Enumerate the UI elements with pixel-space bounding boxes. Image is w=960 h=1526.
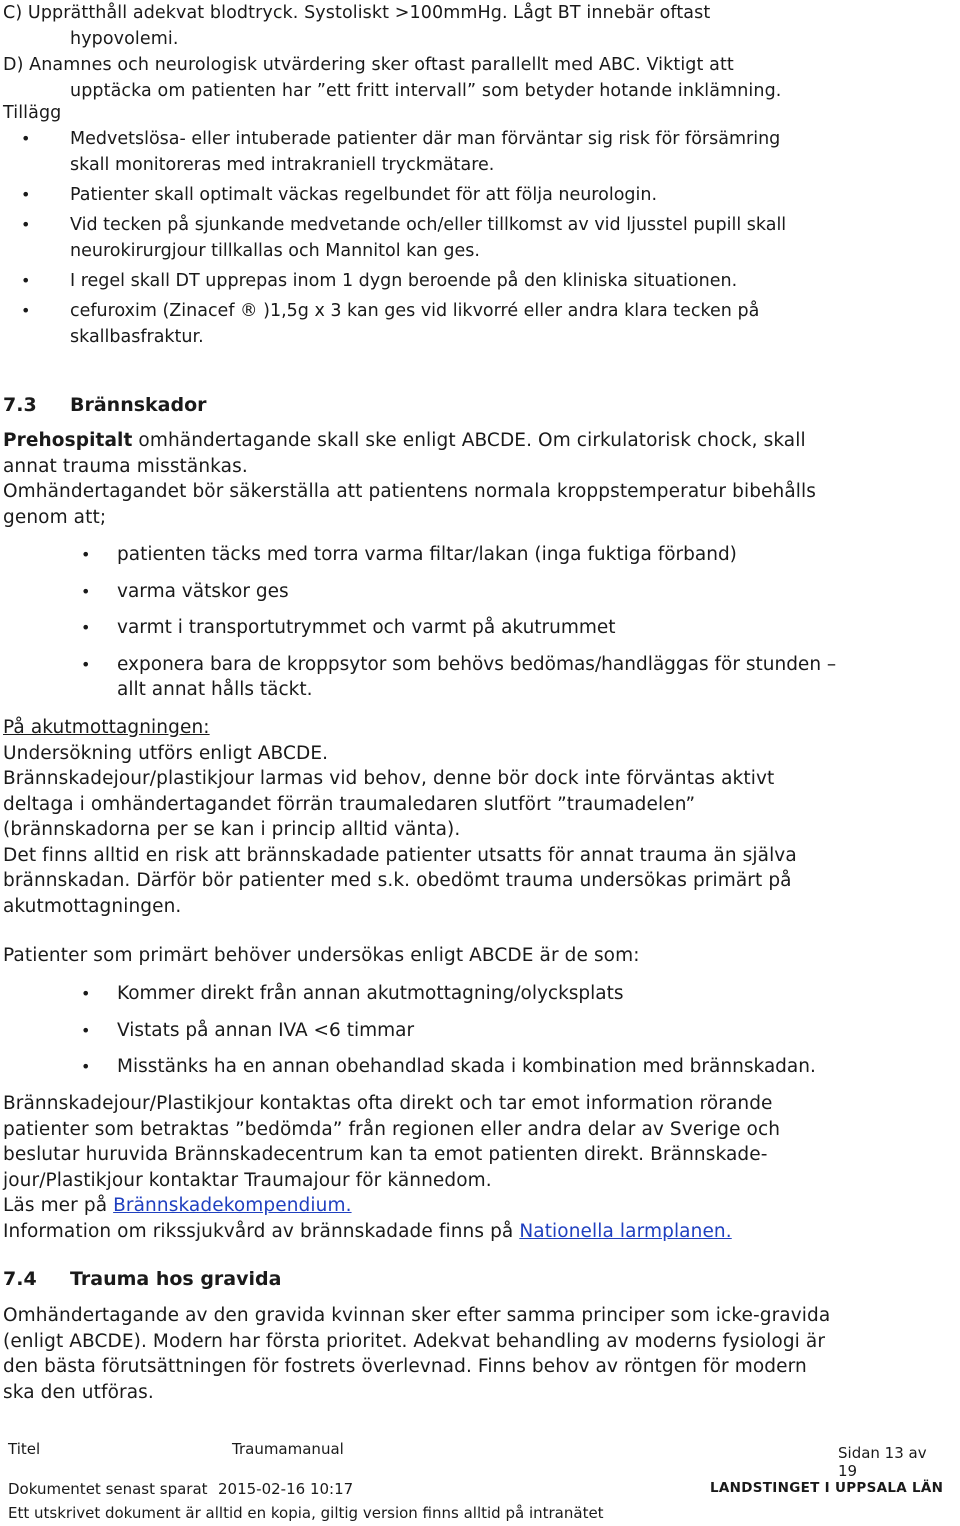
bullet-icon: • (81, 1020, 91, 1040)
akut-heading: På akutmottagningen: (3, 717, 210, 738)
footer-title-label: Titel (8, 1440, 41, 1458)
tillagg-item: • Medvetslösa- eller intuberade patienter där man förväntar sig risk för försämring skall monitoreras med intrakraniell tryckmätare. (3, 126, 953, 178)
section-73-heading: 7.3 Brännskador (3, 394, 207, 416)
bullet-icon: • (21, 271, 31, 290)
prehosp-line2: annat trauma misstänkas. (3, 455, 248, 477)
bullet-icon: • (81, 545, 91, 564)
care-item: • exponera bara de kroppsytor som behövs bedömas/handläggas för stunden – allt annat hålls täckt. (81, 653, 837, 700)
care-item: • varmt i transportutrymmet och varmt på akutrummet (3, 615, 953, 641)
footer-org: LANDSTINGET I UPPSALA LÄN (710, 1480, 944, 1496)
abcde-item: • Kommer direkt från annan akutmottagning/olycksplats (3, 981, 953, 1007)
tillagg-item: • I regel skall DT upprepas inom 1 dygn beroende på den kliniska situationen. (3, 268, 953, 294)
bullet-icon: • (81, 1057, 91, 1076)
contact-line: patienter som betraktas ”bedömda” från regionen eller andra delar av Sverige och (3, 1118, 781, 1140)
info-line: Information om rikssjukvård av brännskadade finns på Nationella larmplanen. (3, 1220, 732, 1242)
nationella-larmplanen-link[interactable]: Nationella larmplanen. (519, 1220, 732, 1242)
bullet-icon: • (21, 185, 31, 204)
bullet-icon: • (21, 301, 31, 320)
tillagg-item: • Patienter skall optimalt väckas regelbundet för att följa neurologin. (3, 182, 953, 208)
care-line2: genom att; (3, 506, 107, 528)
abcde-item: • Vistats på annan IVA <6 timmar (3, 1018, 953, 1044)
akut-line: Det finns alltid en risk att brännskadade patienter utsatts för annat trauma än själva (3, 844, 797, 866)
footer-disclaimer: Ett utskrivet dokument är alltid en kopia, giltig version finns alltid på intranätet (8, 1504, 604, 1522)
bullet-icon: • (21, 129, 31, 148)
contact-line: jour/Plastikjour kontaktar Traumajour för kännedom. (3, 1169, 492, 1191)
akut-line: brännskadan. Därför bör patienter med s.k. obedömt trauma undersökas primärt på (3, 870, 792, 891)
bullet-icon: • (81, 581, 91, 601)
care-list (3, 542, 953, 703)
akut-line: akutmottagningen. (3, 895, 182, 917)
brannskadekompendium-link[interactable]: Brännskadekompendium. (113, 1195, 352, 1216)
footer-page-line1: Sidan 13 av (838, 1444, 927, 1462)
gravida-line: (enligt ABCDE). Modern har första prioritet. Adekvat behandling av moderns fysiologi är (3, 1330, 826, 1352)
gravida-line: Omhändertagande av den gravida kvinnan sker efter samma principer som icke-gravida (3, 1305, 831, 1326)
akut-line: Brännskadejour/plastikjour larmas vid behov, denne bör dock inte förväntas aktivt (3, 768, 775, 789)
care-line1: Omhändertagandet bör säkerställa att patientens normala kroppstemperatur bibehålls (3, 481, 817, 502)
gravida-line: ska den utföras. (3, 1381, 154, 1403)
tillagg-list (3, 126, 953, 350)
care-item: • patienten täcks med torra varma filtar/lakan (inga fuktiga förband) (3, 542, 953, 568)
akut-line: deltaga i omhändertagandet förrän traumaledaren slutfört ”traumadelen” (3, 793, 696, 815)
bullet-icon: • (21, 215, 31, 234)
bullet-icon: • (81, 984, 91, 1003)
abcde-list (3, 981, 953, 1080)
abcde-item: • Misstänks ha en annan obehandlad skada i kombination med brännskadan. (3, 1054, 953, 1080)
item-d-line1: D) Anamnes och neurologisk utvärdering sker oftast parallellt med ABC. Viktigt att (3, 55, 734, 75)
section-74-heading: 7.4 Trauma hos gravida (3, 1268, 282, 1290)
gravida-line: den bästa förutsättningen för fostrets överlevnad. Finns behov av röntgen för modern (3, 1356, 807, 1377)
akut-line: (brännskadorna per se kan i princip alltid vänta). (3, 819, 461, 840)
footer-title-value: Traumamanual (232, 1440, 344, 1458)
footer-saved-value: 2015-02-16 10:17 (218, 1480, 354, 1498)
abcde-intro: Patienter som primärt behöver undersökas enligt ABCDE är de som: (3, 945, 640, 966)
care-item: • varma vätskor ges (3, 579, 953, 605)
item-d-line2: upptäcka om patienten har ”ett fritt intervall” som betyder hotande inklämning. (70, 81, 782, 101)
item-c-line2: hypovolemi. (70, 29, 179, 49)
contact-line: beslutar huruvida Brännskadecentrum kan ta emot patienten direkt. Brännskade- (3, 1144, 768, 1165)
bullet-icon: • (81, 618, 91, 637)
contact-line: Brännskadejour/Plastikjour kontaktas ofta direkt och tar emot information rörande (3, 1093, 773, 1114)
prehosp-line1: Prehospitalt omhändertagande skall ske enligt ABCDE. Om cirkulatorisk chock, skall (3, 430, 806, 451)
footer-saved-label: Dokumentet senast sparat (8, 1480, 208, 1498)
read-more-line: Läs mer på Brännskadekompendium. (3, 1195, 352, 1216)
akut-line: Undersökning utförs enligt ABCDE. (3, 742, 329, 764)
bullet-icon: • (81, 654, 91, 674)
tillagg-item: • cefuroxim (Zinacef ® )1,5g x 3 kan ges vid likvorré eller andra klara tecken på skallbasfraktur. (3, 298, 953, 350)
footer-page-line2: 19 (838, 1462, 858, 1480)
tillagg-item: • Vid tecken på sjunkande medvetande och/eller tillkomst av vid ljusstel pupill skall neurokirurgjour tillkallas och Mannitol kan ges. (3, 212, 953, 264)
item-c-line1: C) Upprätthåll adekvat blodtryck. Systoliskt >100mmHg. Lågt BT innebär oftast (3, 3, 711, 23)
page-footer (8, 1440, 948, 1526)
tillagg-heading: Tillägg (3, 103, 62, 123)
